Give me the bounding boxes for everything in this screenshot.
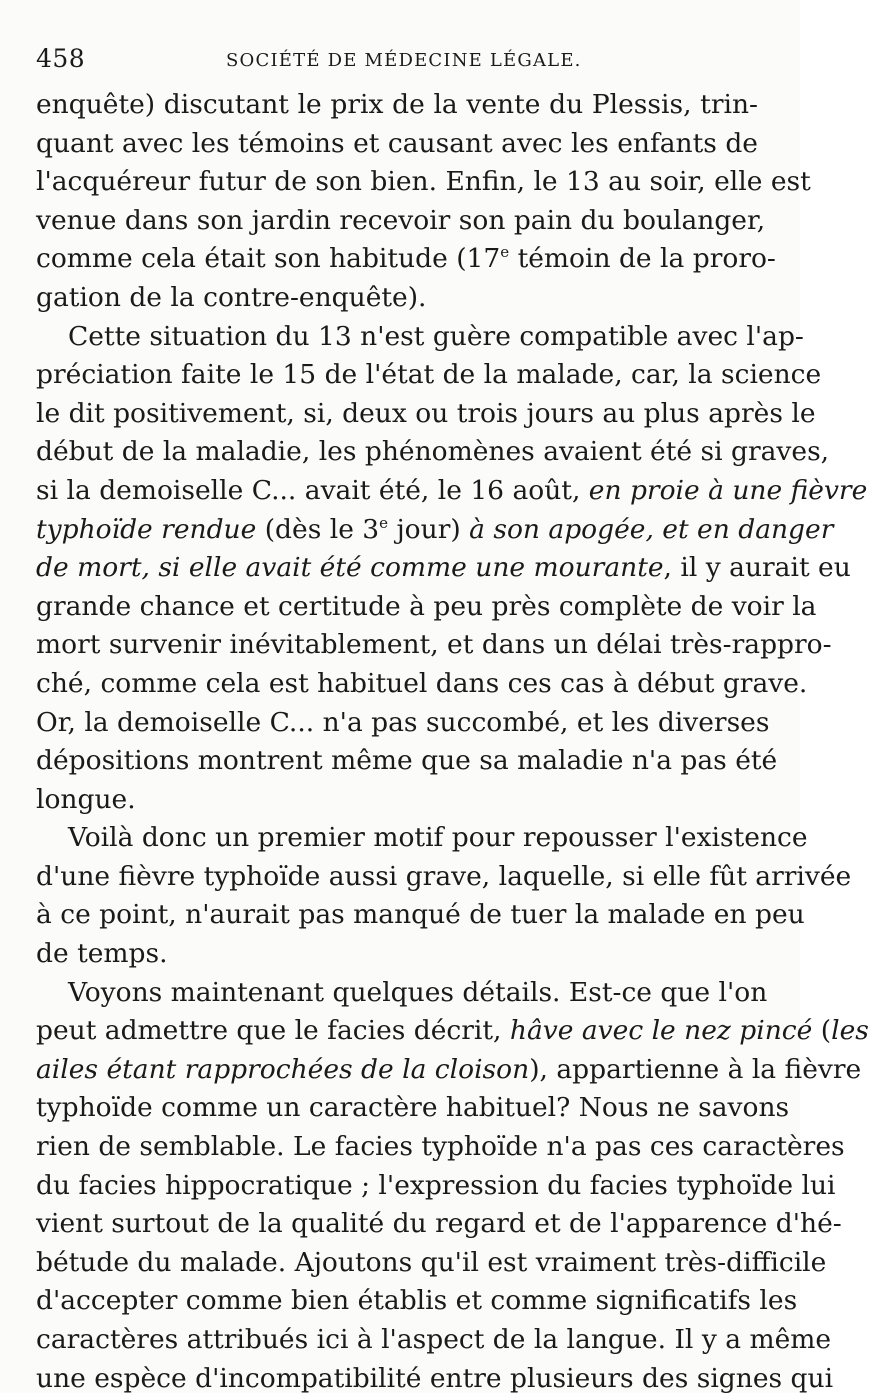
italic-text: typhoïde rendue <box>36 513 257 545</box>
text-line <box>36 240 776 279</box>
text-run: si la demoiselle C... avait été, le 16 août, <box>36 474 589 506</box>
text-line <box>36 202 766 241</box>
page-number: 458 <box>36 44 86 73</box>
text-line <box>36 86 758 125</box>
text-line <box>36 395 816 434</box>
text-run: Voilà donc un premier motif pour repousser l'existence <box>68 822 808 854</box>
text-run: gation de la contre-enquête). <box>36 281 427 313</box>
text-line <box>36 704 770 743</box>
text-run: longue. <box>36 783 136 815</box>
running-head: SOCIÉTÉ DE MÉDECINE LÉGALE. <box>226 50 582 71</box>
text-run: jour) <box>388 513 470 545</box>
text-line <box>36 433 830 472</box>
text-run: début de la maladie, les phénomènes avaient été si graves, <box>36 436 830 468</box>
text-run: témoin de la proro- <box>509 243 776 275</box>
text-line <box>36 588 817 627</box>
text-run: comme cela était son habitude (17 <box>36 243 501 275</box>
body-text <box>36 86 869 1398</box>
text-run: bétude du malade. Ajoutons qu'il est vraiment très-difficile <box>36 1246 827 1278</box>
text-line <box>36 858 852 897</box>
text-run: d'accepter comme bien établis et comme significatifs les <box>36 1285 798 1317</box>
italic-text: ailes étant rapprochées de la cloison <box>36 1053 530 1085</box>
text-run: (dès le 3 <box>256 513 380 545</box>
italic-text: en proie à une fièvre <box>588 474 868 506</box>
text-run: rien de semblable. Le facies typhoïde n'a pas ces caractères <box>36 1131 845 1163</box>
text-run: de temps. <box>36 938 168 970</box>
text-run: mort survenir inévitablement, et dans un délai très-rappro- <box>36 629 832 661</box>
text-run: Or, la demoiselle C... n'a pas succombé, et les diverses <box>36 706 770 738</box>
text-run: dépositions montrent même que sa maladie n'a pas été <box>36 745 778 777</box>
text-run: enquête) discutant le prix de la vente du Plessis, trin- <box>36 89 758 120</box>
text-run: préciation faite le 15 de l'état de la malade, car, la science <box>36 359 822 391</box>
text-line <box>36 896 805 935</box>
text-run: l'acquéreur futur de son bien. Enfin, le 13 au soir, elle est <box>36 166 811 198</box>
text-line <box>36 549 851 588</box>
text-line <box>36 935 758 974</box>
text-run: quant avec les témoins et causant avec les enfants de <box>36 127 758 159</box>
text-line <box>36 1051 862 1090</box>
text-line <box>36 1128 845 1167</box>
italic-text: à son apogée, et en danger <box>469 513 834 545</box>
text-line <box>36 665 808 704</box>
text-run: le dit positivement, si, deux ou trois jours au plus après le <box>36 397 816 429</box>
text-line <box>36 472 868 511</box>
text-line <box>36 1244 827 1283</box>
text-line <box>36 511 834 550</box>
text-run: d'une fièvre typhoïde aussi grave, laquelle, si elle fût arrivée <box>36 860 852 892</box>
text-line <box>36 1012 869 1051</box>
text-line <box>36 781 758 820</box>
text-run: une espèce d'incompatibilité entre plusieurs des signes qui <box>36 1362 834 1394</box>
text-line <box>36 742 778 781</box>
text-run: typhoïde comme un caractère habituel? Nous ne savons <box>36 1092 790 1124</box>
text-run: venue dans son jardin recevoir son pain du boulanger, <box>36 204 766 236</box>
italic-text: les <box>831 1015 869 1047</box>
superscript: e <box>379 513 389 532</box>
text-run: Voyons maintenant quelques détails. Est-ce que l'on <box>68 976 768 1008</box>
text-run: , il y aurait eu <box>663 552 851 584</box>
text-run: ), appartienne à la fièvre <box>529 1053 862 1085</box>
text-run: ché, comme cela est habituel dans ces cas à début grave. <box>36 667 808 699</box>
text-run: Cette situation du 13 n'est guère compatible avec l'ap- <box>68 320 804 352</box>
text-line <box>36 1167 836 1206</box>
text-run: du facies hippocratique ; l'expression du facies typhoïde lui <box>36 1169 836 1201</box>
text-line <box>36 318 804 357</box>
text-run: ( <box>812 1015 832 1047</box>
text-line <box>36 163 811 202</box>
text-line <box>36 626 832 665</box>
text-line <box>36 1360 834 1398</box>
text-line <box>36 1205 842 1244</box>
text-line <box>36 1321 832 1360</box>
italic-text: de mort, si elle avait été comme une mourante <box>36 552 664 584</box>
text-run: peut admettre que le facies décrit, <box>36 1015 510 1047</box>
text-run: caractères attribués ici à l'aspect de la langue. Il y a même <box>36 1324 832 1355</box>
superscript: e <box>500 243 510 262</box>
text-line <box>36 819 808 858</box>
text-line <box>36 974 768 1013</box>
italic-text: hâve avec le nez pincé <box>509 1015 813 1047</box>
text-run: grande chance et certitude à peu près complète de voir la <box>36 590 817 622</box>
text-line <box>36 279 758 318</box>
page-header <box>36 44 756 80</box>
text-run: vient surtout de la qualité du regard et de l'apparence d'hé- <box>36 1208 842 1240</box>
text-line <box>36 356 822 395</box>
text-line <box>36 1089 790 1128</box>
text-line <box>36 125 758 164</box>
text-run: à ce point, n'aurait pas manqué de tuer la malade en peu <box>36 899 805 931</box>
text-line <box>36 1282 798 1321</box>
